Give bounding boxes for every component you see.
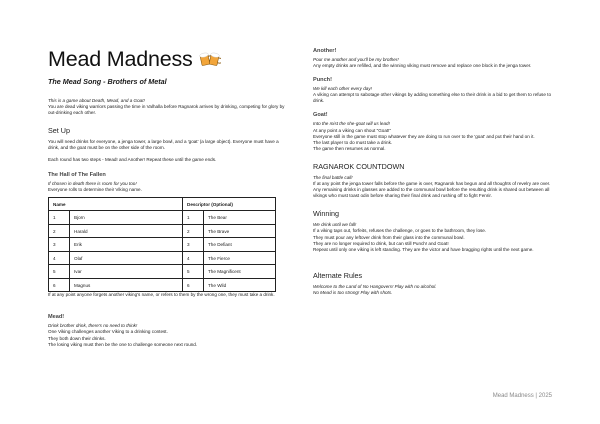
ragnarok-heading: RAGNAROK COUNTDOWN [313,161,405,171]
table-cell: Harald [70,224,183,238]
punch-tagline: We kill each other every day! [313,86,372,92]
mead-text: One Viking challenges another Viking to a drinking contest. [48,329,168,335]
winning-text: They are no longer required to drink, but can still Punch! and Goat! [313,240,449,246]
table-cell: 3 [183,238,204,252]
subtitle: The Mead Song - Brothers of Metal [48,77,167,86]
table-cell: 2 [183,224,204,238]
setup-rounds-text: Each round has two steps - Mead! and Another! Repeat these until the game ends. [48,157,217,163]
table-cell: 5 [49,265,70,279]
winning-text: If a viking taps out, forfeits, refuses the challenge, or goes to the bathroom, they lose. [313,228,487,234]
page-footer: Mead Madness | 2025 [492,393,552,399]
another-tagline: Pour me another and you'll be my brother! [313,57,399,62]
mead-text: The losing viking must then be the one to challenge someone next round. [48,341,198,347]
page-title: Mead Madness [48,46,193,71]
goat-text: The game then resumes as normal. [313,145,386,151]
mead-text: They both down their drinks. [48,335,106,341]
right-column [313,48,556,296]
alternate-rule: No Mead is too strong! Play with shots. [313,289,393,295]
fallen-heading: The Hall of The Fallen [48,171,106,178]
viking-name-table [48,197,276,293]
table-row [49,224,276,238]
table-cell: 1 [49,211,70,225]
table-cell: The Brave [204,224,276,238]
table-cell: Bjorn [70,211,183,225]
table-cell: 2 [49,224,70,238]
table-cell: Ivar [70,265,183,279]
winning-text: Repeat until only one viking is left standing. They are the victor and have bragging rights until the next game. [313,246,534,252]
table-cell: 4 [49,251,70,265]
table-cell: 4 [183,251,204,265]
ragnarok-text: If at any point the jenga tower falls before the game is over, Ragnarok has begun and all thoughts of revelry are over. [313,181,551,187]
fallen-tagline: If chosen in death there is room for you too! [48,180,137,186]
table-row [49,278,276,292]
winning-heading: Winning [313,209,339,219]
beer-mugs-icon [199,51,221,67]
alternate-heading: Alternate Rules [313,270,363,280]
table-cell: 5 [183,265,204,279]
another-heading: Another! [313,48,337,54]
table-cell: 6 [183,278,204,292]
title-row [48,44,288,74]
table-header-descriptor: Descriptor (Optional) [183,197,276,211]
goat-text: The last player to do must take a drink. [313,139,393,145]
goat-tagline: Into the mist the she-goat will us lead! [313,121,390,127]
table-cell: 1 [183,211,204,225]
table-header-row [49,197,276,211]
goat-text: Everyone still in the game must stop whatever they are doing to run over to the 'goat' and put their hand on it. [313,133,535,139]
table-cell: The Fierce [204,251,276,265]
table-cell: Magnus [70,278,183,292]
winning-tagline: We drink until we fall! [313,222,357,228]
table-cell: 6 [49,278,70,292]
goat-text: At any point a viking can shout "Goat!" [313,127,392,133]
setup-text: You will need drinks for everyone, a jenga tower, a large bowl, and a 'goat' (a large object). Everyone must have a drink, and the goat must be on the other side of the room. [48,139,279,151]
ragnarok-text: Any remaining drinks in glasses are added to the communal bowl before the resulting drink is shared out between all vikings who must toast odin before sharing their final drink and rushing off to fight Fenrir. [313,187,550,199]
another-text: Any empty drinks are refilled, and the winning viking must remove and replace one block in the jenga tower. [313,63,532,69]
fallen-text: Everyone rolls to determine their Viking name. [48,186,142,192]
alternate-rule: Welcome to the Land of No Hangovers! Play with no alcohol. [313,283,437,289]
mead-tagline: Drink brother drink, there's no need to think! [48,323,138,329]
table-cell: The Bear [204,211,276,225]
name-penalty-text: If at any point anyone forgets another viking's name, or refers to them by the wrong one, they must take a drink. [48,292,275,298]
ragnarok-tagline: The final battle call! [313,174,353,180]
table-header-name: Name [49,197,183,211]
setup-heading: Set Up [48,126,70,136]
mead-heading: Mead! [48,314,65,321]
table-cell: Olaf [70,251,183,265]
table-row [49,211,276,225]
punch-text: A viking can attempt to sabotage other vikings by adding something else to their drink in a bid to get them to refuse to drink. [313,92,551,104]
intro-tagline: This is a game about Death, Mead, and a Goat! [48,98,145,103]
table-cell: The Magnificent [204,265,276,279]
table-cell: Erik [70,238,183,252]
table-row [49,238,276,252]
table-cell: The Wild [204,278,276,292]
punch-heading: Punch! [313,77,332,84]
intro-text: You are dead viking warriors passing the time in Valhalla before Ragnarok arrives by drinking, competing for glory by out-drinking each other. [48,104,285,116]
goat-heading: Goat! [313,112,328,119]
winning-text: They must pour any leftover drink from their glass into the communal bowl. [313,234,465,240]
left-column [48,44,288,348]
table-row [49,265,276,279]
table-row [49,251,276,265]
table-cell: The Defiant [204,238,276,252]
table-cell: 3 [49,238,70,252]
